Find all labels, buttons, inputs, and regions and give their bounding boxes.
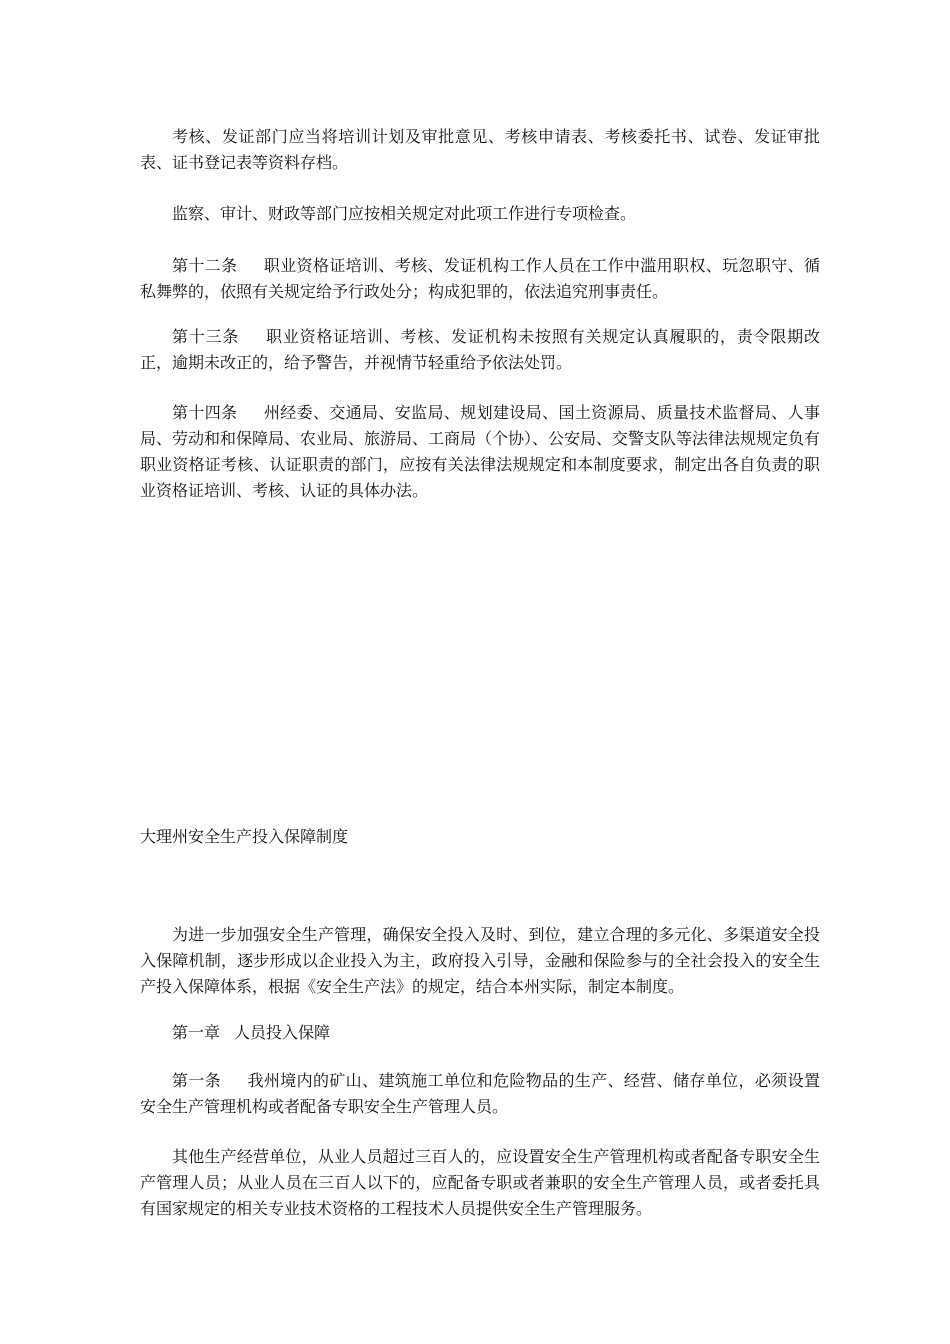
paragraph-archive xyxy=(140,124,820,176)
article-1 xyxy=(140,1068,820,1120)
paragraph-text: 监察、审计、财政等部门应按相关规定对此项工作进行专项检查。 xyxy=(172,204,637,223)
paragraph-text: 其他生产经营单位，从业人员超过三百人的，应设置安全生产管理机构或者配备专职安全生产管理人员；从业人员在三百人以下的，应配备专职或者兼职的安全生产管理人员，或者委托具有国家规定的相关专业技术资格的工程技术人员提供安全生产管理服务。 xyxy=(140,1147,820,1218)
article-text: 我州境内的矿山、建筑施工单位和危险物品的生产、经营、储存单位，必须设置安全生产管理机构或者配备专职安全生产管理人员。 xyxy=(140,1071,820,1116)
article-label: 第十三条 xyxy=(172,327,240,346)
paragraph-inspection xyxy=(140,201,820,227)
paragraph-text: 考核、发证部门应当将培训计划及审批意见、考核申请表、考核委托书、试卷、发证审批表、证书登记表等资料存档。 xyxy=(140,127,820,172)
paragraph-other-units xyxy=(140,1144,820,1222)
article-text: 职业资格证培训、考核、发证机构未按照有关规定认真履职的，责令限期改正，逾期未改正的，给予警告，并视情节轻重给予依法处罚。 xyxy=(140,327,820,372)
article-label: 第十四条 xyxy=(172,403,238,422)
article-text: 州经委、交通局、安监局、规划建设局、国土资源局、质量技术监督局、人事局、劳动和和保障局、农业局、旅游局、工商局（个协）、公安局、交警支队等法律法规规定负有职业资格证考核、认证职责的部门，应按有关法律法规规定和本制度要求，制定出各自负责的职业资格证培训、考核、认证的具体办法。 xyxy=(140,403,821,500)
article-14 xyxy=(140,400,820,504)
chapter-title: 人员投入保障 xyxy=(234,1023,331,1042)
article-13 xyxy=(140,324,820,376)
paragraph-intro xyxy=(140,922,820,1000)
article-12 xyxy=(140,253,820,305)
paragraph-text: 为进一步加强安全生产管理，确保安全投入及时、到位，建立合理的多元化、多渠道安全投入保障机制，逐步形成以企业投入为主，政府投入引导，金融和保险参与的全社会投入的安全生产投入保障体系，根据《安全生产法》的规定，结合本州实际，制定本制度。 xyxy=(140,925,820,996)
article-text: 职业资格证培训、考核、发证机构工作人员在工作中滥用职权、玩忽职守、循私舞弊的，依照有关规定给予行政处分；构成犯罪的，依法追究刑事责任。 xyxy=(140,256,820,301)
article-label: 第十二条 xyxy=(172,256,238,275)
chapter-1-heading xyxy=(140,1020,820,1046)
chapter-label: 第一章 xyxy=(172,1023,221,1042)
article-label: 第一条 xyxy=(172,1071,222,1090)
document-title: 大理州安全生产投入保障制度 xyxy=(140,827,349,846)
